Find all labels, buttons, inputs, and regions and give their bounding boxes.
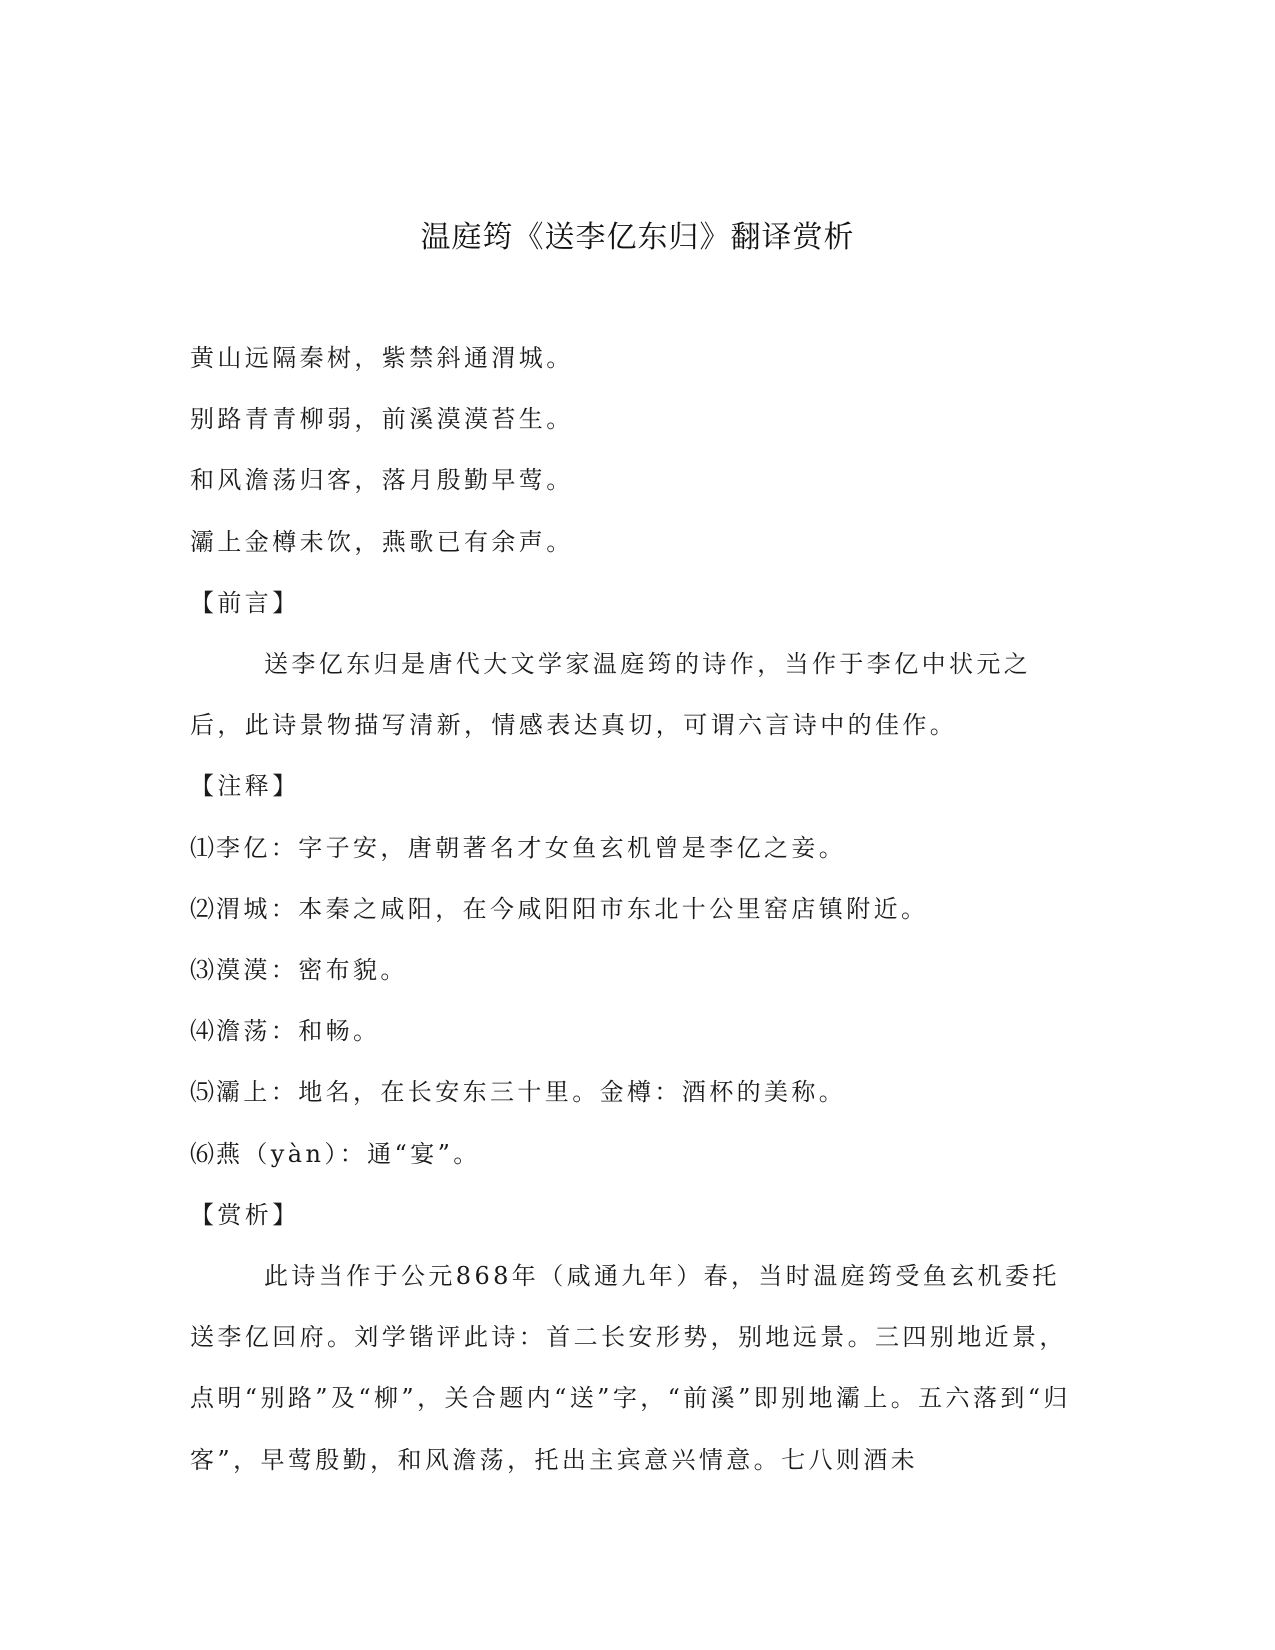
note-item — [190, 940, 1072, 1001]
note-item — [190, 1001, 1072, 1062]
note-item — [190, 1124, 1072, 1185]
note-number: ⑷ — [190, 1017, 214, 1046]
note-number: ⑸ — [190, 1078, 214, 1107]
note-text: 漠漠：密布貌。 — [216, 956, 408, 985]
poem — [190, 328, 1072, 573]
note-text: 灞上：地名，在长安东三十里。金樽：酒杯的美称。 — [216, 1078, 847, 1107]
note-text: 李亿：字子安，唐朝著名才女鱼玄机曾是李亿之妾。 — [216, 833, 847, 862]
note-item — [190, 1062, 1072, 1123]
notes-heading: 【注释】 — [190, 772, 300, 801]
document-title: 温庭筠《送李亿东归》翻译赏析 — [420, 220, 855, 255]
appreciation-paragraph: 此诗当作于公元868年（咸通九年）春，当时温庭筠受鱼玄机委托送李亿回府。刘学锴评此诗：首二长安形势，别地远景。三四别地近景，点明“别路”及“柳”，关合题内“送”字，“前溪”即别地灞上。五六落到“归客”，早莺殷勤，和风澹荡，托出主宾意兴情意。七八则酒未 — [190, 1262, 1071, 1474]
poem-line: 和风澹荡归客，落月殷勤早莺。 — [190, 466, 574, 495]
note-item — [190, 879, 1072, 940]
note-text: 澹荡：和畅。 — [216, 1017, 381, 1046]
note-text: 渭城：本秦之咸阳，在今咸阳阳市东北十公里窑店镇附近。 — [216, 894, 929, 923]
poem-line: 黄山远隔秦树，紫禁斜通渭城。 — [190, 344, 574, 372]
note-item — [190, 818, 1072, 879]
note-number: ⑹ — [190, 1139, 214, 1168]
note-number: ⑴ — [190, 833, 214, 862]
preface-paragraph: 送李亿东归是唐代大文学家温庭筠的诗作，当作于李亿中状元之后，此诗景物描写清新，情感表达真切，可谓六言诗中的佳作。 — [190, 650, 1032, 740]
preface-heading: 【前言】 — [190, 588, 300, 617]
poem-line: 灞上金樽未饮，燕歌已有余声。 — [190, 527, 574, 556]
appreciation-heading: 【赏析】 — [190, 1200, 300, 1229]
note-text: 燕（yàn）：通“宴”。 — [216, 1139, 481, 1168]
document-body — [190, 328, 1072, 1491]
note-number: ⑵ — [190, 894, 214, 923]
poem-line: 别路青青柳弱，前溪漠漠苔生。 — [190, 405, 574, 434]
note-number: ⑶ — [190, 956, 214, 985]
notes-list — [190, 818, 1072, 1185]
